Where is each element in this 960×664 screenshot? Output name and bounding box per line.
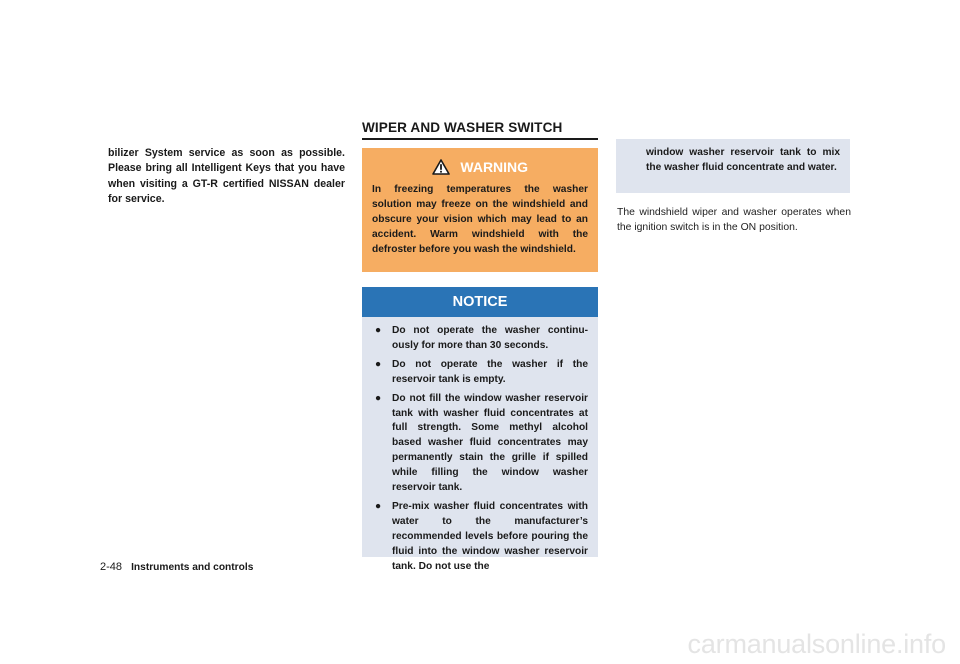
notice-item bbox=[372, 500, 588, 575]
notice-item-text: Pre-mix washer fluid concentrates with water to the manufacturer’s recommended levels before pouring the fluid into the window washer reservoir tank. Do not use the bbox=[392, 500, 588, 572]
warning-text: In freezing temperatures the washer solution may freeze on the windshield and obscure your vision which may lead to an accident. Warm windshield with the defroster before you wash the windshield. bbox=[372, 184, 588, 255]
notice-continuation-box bbox=[616, 139, 850, 193]
footer-title: Instruments and controls bbox=[131, 562, 254, 573]
page-number: 2-48 bbox=[100, 561, 123, 573]
bullet-icon: ● bbox=[375, 325, 382, 336]
section-title: WIPER AND WASHER SWITCH bbox=[362, 120, 598, 140]
notice-item-text: Do not fill the window washer reservoir tank with washer fluid concentrates at full strength. Some methyl alcohol based washer fluid concentrates may permanently stain the grille if spilled while filling the window washer reservoir tank. bbox=[392, 392, 588, 494]
warning-header bbox=[372, 156, 588, 182]
notice-continuation-text: window washer reservoir tank to mix the washer fluid concentrate and water. bbox=[646, 147, 840, 173]
notice-item bbox=[372, 324, 588, 354]
watermark: carmanualsonline.info bbox=[687, 629, 946, 659]
notice-list bbox=[362, 317, 598, 575]
bullet-icon: ● bbox=[375, 392, 382, 404]
notice-item bbox=[372, 358, 588, 388]
continued-paragraph: bilizer System service as soon as possible. Please bring all Intelligent Keys that you have when visiting a GT-R certified NISSAN dealer for service. bbox=[108, 147, 345, 206]
notice-item bbox=[372, 392, 588, 496]
left-column bbox=[108, 146, 345, 208]
warning-triangle-icon bbox=[432, 159, 450, 175]
notice-item-text: Do not operate the washer continu-ously for more than 30 seconds. bbox=[392, 325, 588, 351]
warning-title: WARNING bbox=[460, 159, 529, 175]
notice-item-text: Do not operate the washer if the reservoir tank is empty. bbox=[392, 358, 588, 385]
warning-box bbox=[362, 148, 598, 272]
body-paragraph: The windshield wiper and washer operates when the ignition switch is in the ON position. bbox=[617, 207, 851, 234]
bullet-icon: ● bbox=[375, 358, 382, 370]
page-footer bbox=[100, 561, 253, 573]
notice-title: NOTICE bbox=[362, 287, 598, 317]
bullet-icon: ● bbox=[375, 500, 382, 512]
notice-box bbox=[362, 287, 598, 572]
